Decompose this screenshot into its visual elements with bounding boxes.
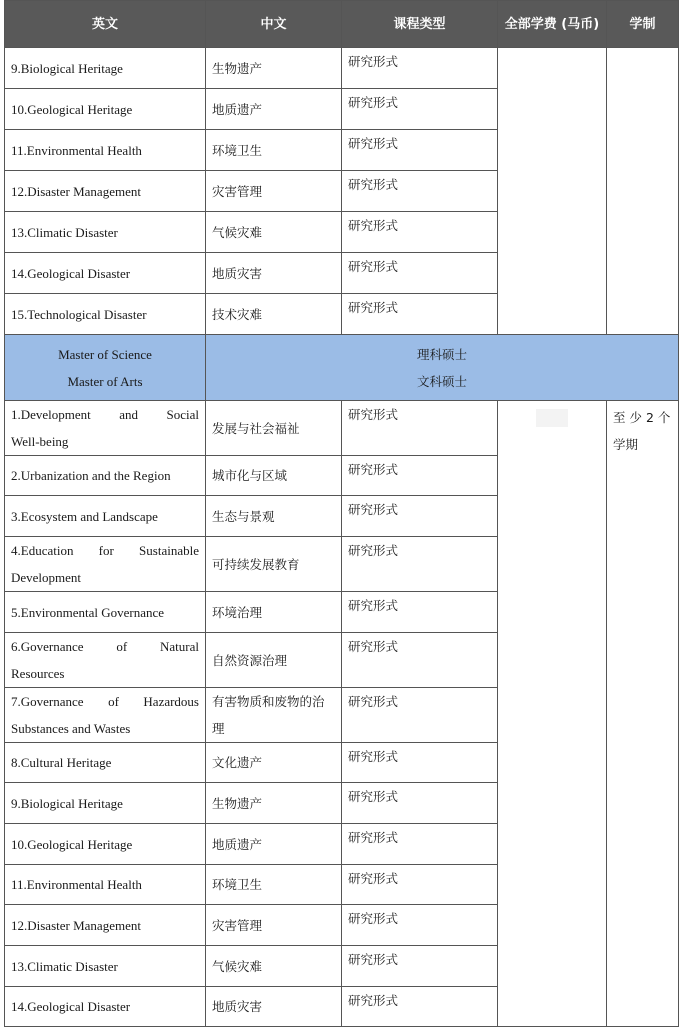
course-type: 研究形式 (342, 130, 498, 171)
course-name-cn: 发展与社会福祉 (206, 401, 342, 456)
course-name-cn: 气候灾难 (206, 212, 342, 253)
table-row (5, 401, 679, 456)
course-name-cn: 环境治理 (206, 592, 342, 633)
course-name-cn: 有害物质和废物的治理 (206, 688, 342, 743)
course-name-cn: 地质灾害 (206, 987, 342, 1027)
course-type: 研究形式 (342, 537, 498, 592)
course-type: 研究形式 (342, 905, 498, 946)
degree-en-line-1: Master of Science (58, 346, 152, 362)
course-name-en: 10.Geological Heritage (5, 824, 206, 865)
degree-section-row (5, 335, 679, 401)
tuition-cell (498, 401, 607, 1027)
course-name-en: 15.Technological Disaster (5, 294, 206, 335)
course-name-cn: 灾害管理 (206, 171, 342, 212)
course-type: 研究形式 (342, 688, 498, 743)
course-name-cn: 可持续发展教育 (206, 537, 342, 592)
course-type: 研究形式 (342, 171, 498, 212)
course-name-cn: 生物遗产 (206, 783, 342, 824)
course-name-en: 5.Environmental Governance (5, 592, 206, 633)
header-row (5, 1, 679, 48)
header-duration: 学制 (607, 1, 679, 48)
course-name-en-line-1: 1.Development and Social (11, 407, 199, 422)
course-name-en: 13.Climatic Disaster (5, 212, 206, 253)
course-name-en (5, 401, 206, 456)
course-name-en-line-1: 6.Governance of Natural (11, 639, 199, 654)
course-name-cn: 地质遗产 (206, 824, 342, 865)
course-type: 研究形式 (342, 496, 498, 537)
tuition-cell (498, 48, 607, 335)
degree-cn-line-1: 理科硕士 (416, 346, 467, 362)
course-name-cn: 技术灾难 (206, 294, 342, 335)
course-name-en: 9.Biological Heritage (5, 783, 206, 824)
course-type: 研究形式 (342, 89, 498, 130)
course-type: 研究形式 (342, 212, 498, 253)
course-name-cn: 城市化与区域 (206, 456, 342, 496)
course-type: 研究形式 (342, 456, 498, 496)
course-name-en: 12.Disaster Management (5, 905, 206, 946)
course-name-en-line-2: Development (11, 570, 82, 585)
course-name-cn: 灾害管理 (206, 905, 342, 946)
degree-name-en (5, 335, 206, 401)
course-name-en: 3.Ecosystem and Landscape (5, 496, 206, 537)
course-type: 研究形式 (342, 633, 498, 688)
course-name-cn: 生物遗产 (206, 48, 342, 89)
course-name-en: 8.Cultural Heritage (5, 743, 206, 783)
course-name-en: 10.Geological Heritage (5, 89, 206, 130)
course-name-en: 2.Urbanization and the Region (5, 456, 206, 496)
tuition-value-blank (536, 409, 568, 427)
header-english: 英文 (5, 1, 206, 48)
course-name-cn: 地质灾害 (206, 253, 342, 294)
course-name-cn: 环境卫生 (206, 130, 342, 171)
course-type: 研究形式 (342, 783, 498, 824)
table-row (5, 48, 679, 89)
course-name-en-line-1: 7.Governance of Hazardous (11, 694, 199, 709)
degree-cn-line-2: 文科硕士 (416, 373, 467, 389)
header-chinese: 中文 (206, 1, 342, 48)
course-name-cn: 自然资源治理 (206, 633, 342, 688)
course-name-cn: 生态与景观 (206, 496, 342, 537)
course-name-en: 11.Environmental Health (5, 865, 206, 905)
course-name-en: 11.Environmental Health (5, 130, 206, 171)
course-name-en: 14.Geological Disaster (5, 987, 206, 1027)
course-name-cn: 文化遗产 (206, 743, 342, 783)
course-type: 研究形式 (342, 294, 498, 335)
course-name-en (5, 688, 206, 743)
degree-name-cn (206, 335, 679, 401)
course-name-cn: 地质遗产 (206, 89, 342, 130)
course-type: 研究形式 (342, 987, 498, 1027)
course-name-en (5, 633, 206, 688)
header-course-type: 课程类型 (342, 1, 498, 48)
course-name-en: 12.Disaster Management (5, 171, 206, 212)
course-name-en (5, 537, 206, 592)
course-type: 研究形式 (342, 48, 498, 89)
course-type: 研究形式 (342, 824, 498, 865)
course-name-cn: 环境卫生 (206, 865, 342, 905)
course-name-en: 14.Geological Disaster (5, 253, 206, 294)
course-type: 研究形式 (342, 946, 498, 987)
course-name-en: 9.Biological Heritage (5, 48, 206, 89)
course-name-en-line-2: Resources (11, 666, 65, 681)
course-name-en-line-2: Substances and Wastes (11, 721, 131, 736)
programme-table (4, 0, 679, 1027)
degree-en-line-2: Master of Arts (67, 373, 143, 389)
course-type: 研究形式 (342, 865, 498, 905)
duration-cell (607, 401, 679, 1027)
course-type: 研究形式 (342, 253, 498, 294)
course-type: 研究形式 (342, 743, 498, 783)
header-tuition: 全部学费 (马币) (498, 1, 607, 48)
course-name-en: 13.Climatic Disaster (5, 946, 206, 987)
course-type: 研究形式 (342, 592, 498, 633)
course-type: 研究形式 (342, 401, 498, 456)
course-name-cn: 气候灾难 (206, 946, 342, 987)
duration-value: 至 少 2 个 学期 (613, 410, 671, 452)
course-name-en-line-1: 4.Education for Sustainable (11, 543, 199, 558)
duration-cell (607, 48, 679, 335)
course-name-en-line-2: Well-being (11, 434, 69, 449)
